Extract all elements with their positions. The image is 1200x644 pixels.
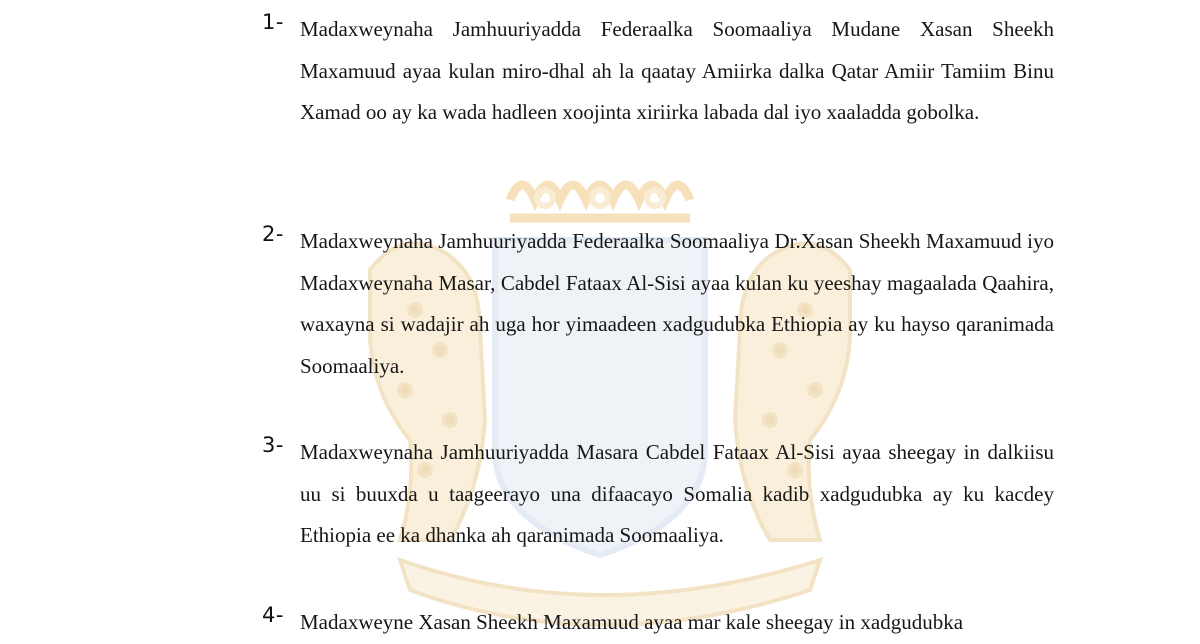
item-number: 1-: [262, 10, 284, 34]
list-item: [262, 432, 1062, 557]
item-number: 2-: [262, 222, 284, 246]
list-item: [262, 9, 1062, 134]
list-item: [262, 221, 1062, 387]
item-text: Madaxweyne Xasan Sheekh Maxamuud ayaa mar kale sheegay in xadgudubka: [300, 610, 964, 634]
item-number: 4-: [262, 603, 284, 627]
item-text: Madaxweynaha Jamhuuriyadda Masara Cabdel Fataax Al-Sisi ayaa sheegay in dalkiisu uu si buuxda u taageerayo una difaacayo Somalia kadib xadgudubka ay ku kacdey Ethiopia ee ka dhanka ah qaranimada Soomaaliya.: [300, 440, 1054, 547]
item-text: Madaxweynaha Jamhuuriyadda Federaalka Soomaaliya Dr.Xasan Sheekh Maxamuud iyo Madaxweynaha Masar, Cabdel Fataax Al-Sisi ayaa kulan ku yeeshay magaalada Qaahira, waxayna si wadajir ah uga hor yimaadeen xadgudubka Ethiopia ay ku hayso qaranimada Soomaaliya.: [300, 229, 1054, 378]
item-text: Madaxweynaha Jamhuuriyadda Federaalka Soomaaliya Mudane Xasan Sheekh Maxamuud ayaa kulan miro-dhal ah la qaatay Amiirka dalka Qatar Amiir Tamiim Binu Xamad oo ay ka wada hadleen xoojinta xiriirka labada dal iyo xaaladda gobolka.: [300, 17, 1054, 124]
list-item: [262, 602, 1062, 644]
item-number: 3-: [262, 433, 284, 457]
